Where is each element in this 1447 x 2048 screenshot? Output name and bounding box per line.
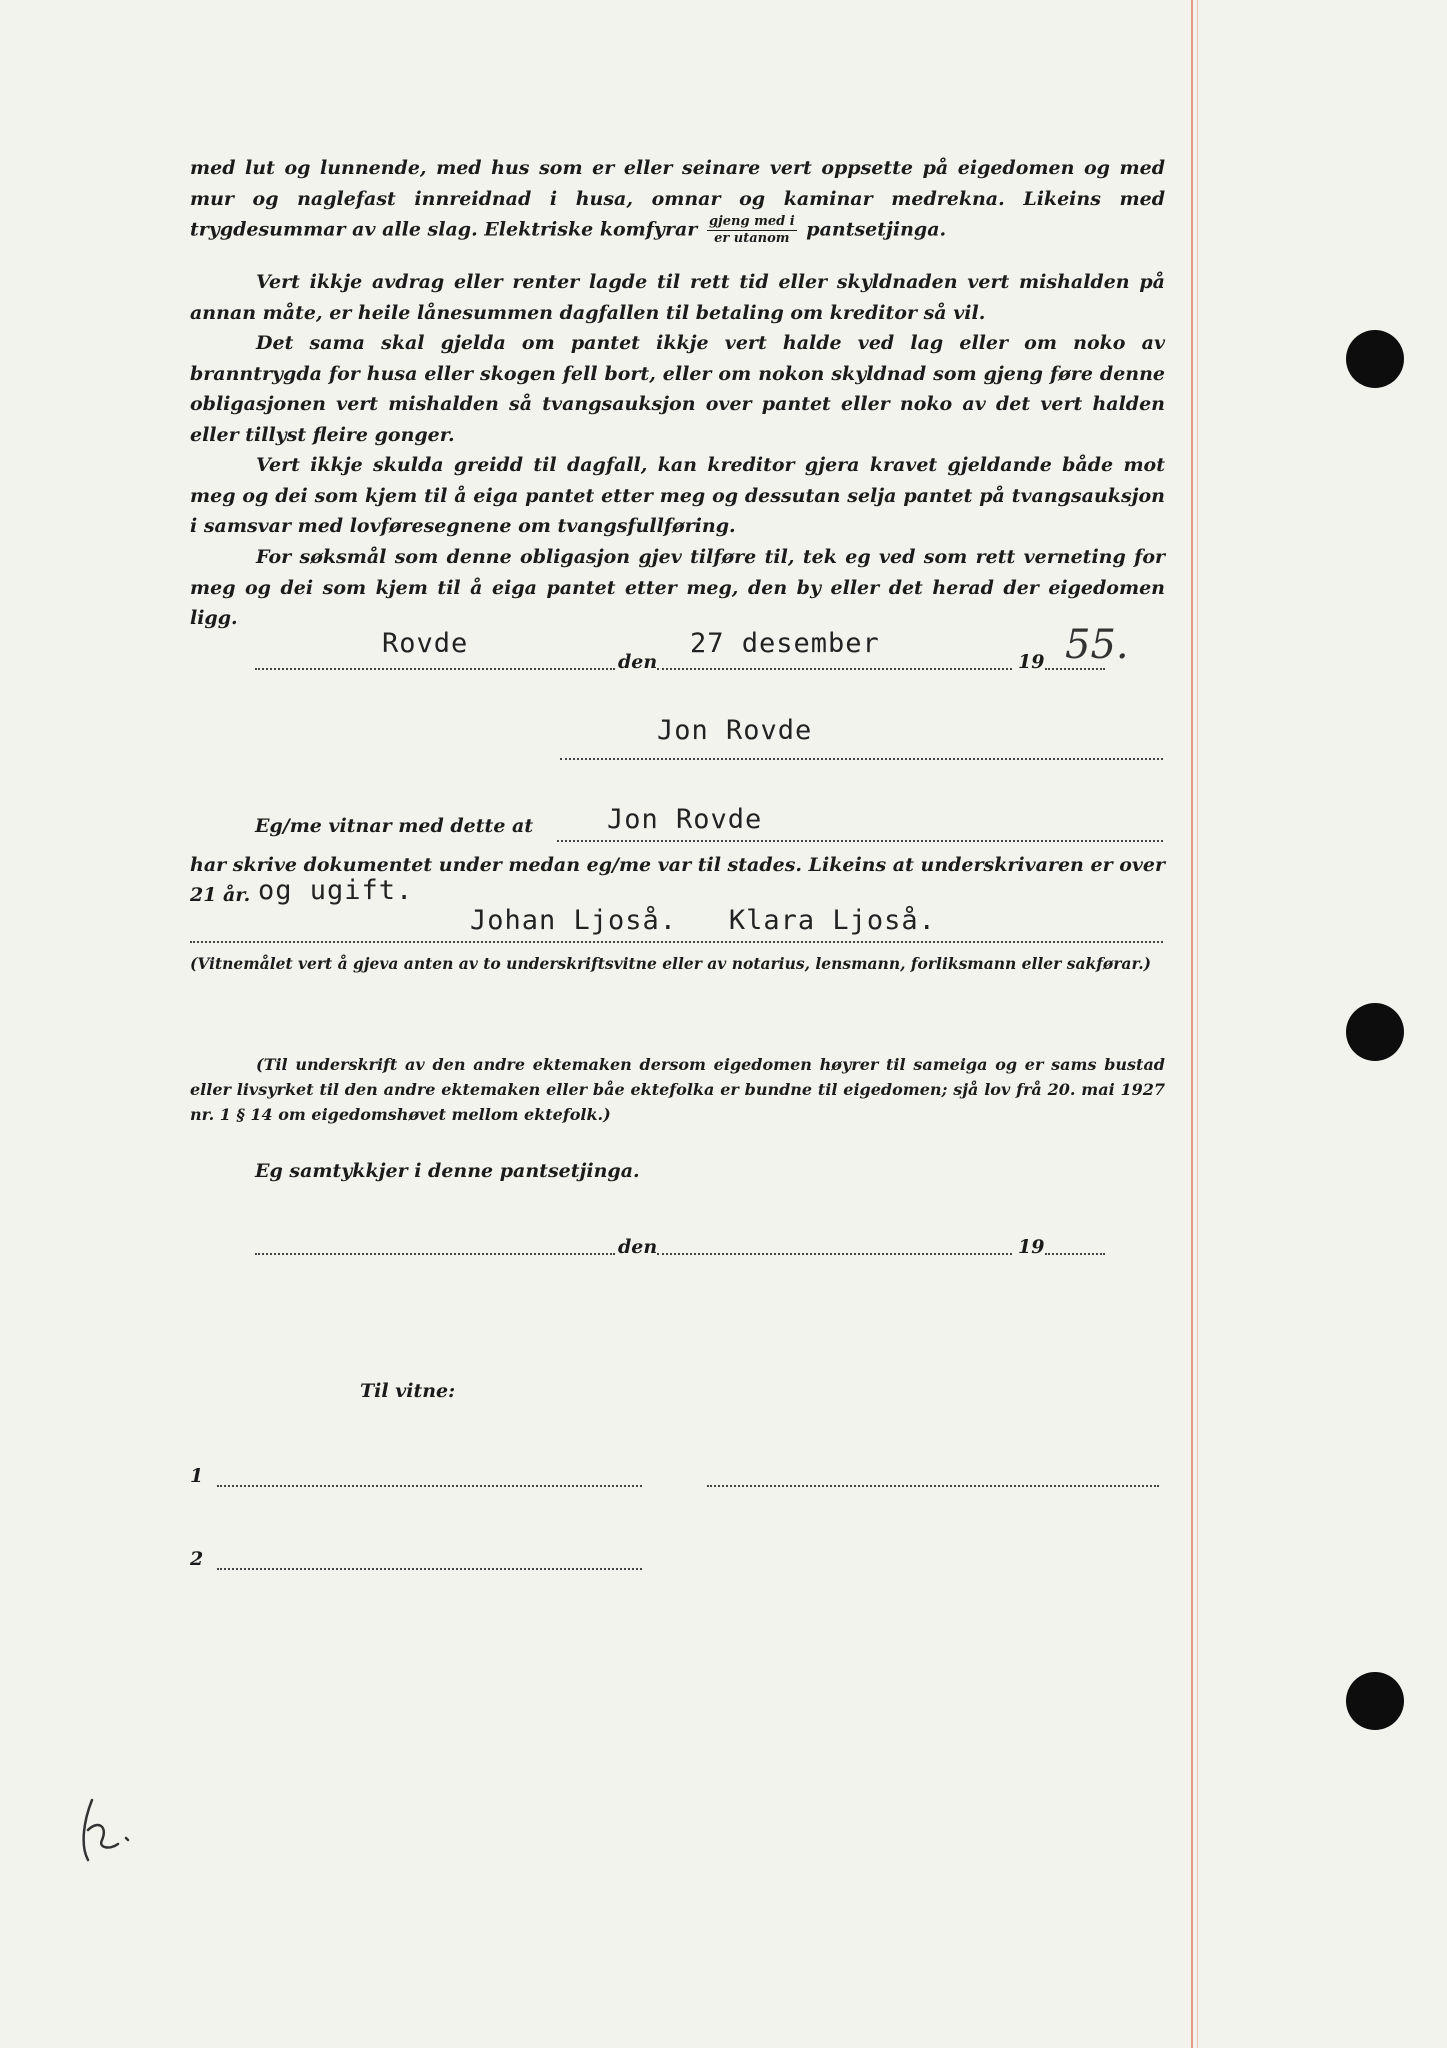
second-date-den-label: den — [618, 1236, 658, 1258]
witness-typed-addition: og ugift. — [258, 875, 414, 906]
second-date-place-line — [255, 1253, 615, 1255]
date-place-line — [255, 668, 615, 670]
consent-text: Eg samtykkjer i denne pantsetjinga. — [255, 1160, 640, 1182]
witness-signer: Jon Rovde — [607, 804, 763, 835]
paragraph-property-text: med lut og lunnende, med hus som er eller seinare vert oppsette på eigedomen og med mur og naglefast innreidnad i husa, omnar og kaminar medrekna. Likeins med trygdesummar av alle slag. Elektriske komfyrar — [190, 157, 1165, 241]
date-den-label: den — [618, 651, 658, 673]
date-day-month: 27 desember — [690, 628, 880, 659]
second-date-century: 19 — [1018, 1236, 1045, 1258]
witness-intro: Eg/me vitnar med dette at — [255, 815, 534, 837]
paragraph-default: Vert ikkje avdrag eller renter lagde til rett tid eller skyldnaden vert mishalden på annan måte, er heile lånesummen dagfallen til betaling om kreditor så vil. — [190, 271, 1165, 324]
date-century: 19 — [1018, 651, 1045, 673]
handwritten-initial-mark — [70, 1790, 160, 1870]
witness-note: (Vitnemålet vert å gjeva anten av to underskriftsvitne eller av notarius, lensmann, forliksmann eller sakførar.) — [190, 954, 1151, 973]
fraction-top: gjeng med i — [708, 214, 795, 229]
witness-text-line2: 21 år. — [190, 884, 251, 906]
date-year-handwritten: 55. — [1065, 622, 1129, 668]
date-year-line — [1045, 668, 1105, 670]
date-day-line — [657, 668, 1012, 670]
paragraph-venue: For søksmål som denne obligasjon gjev tilføre til, tek eg ved som rett verneting for meg og dei som kjem til å eiga pantet etter meg, den by eller det herad der eigedomen ligg. — [190, 546, 1165, 629]
fraction-bottom: er utanom — [714, 231, 790, 246]
punch-hole-middle — [1346, 1003, 1404, 1061]
witness-names-line — [190, 941, 1163, 943]
second-date-year-line — [1045, 1253, 1105, 1255]
margin-line-secondary — [1197, 0, 1198, 2048]
paragraph-enforcement: Vert ikkje skulda greidd til dagfall, kan kreditor gjera kravet gjeldande både mot meg og dei som kjem til å eiga pantet etter meg og dessutan selja pantet på tvangsauksjon i samsvar med lovføresegnene om tvangsfullføring. — [190, 454, 1165, 537]
witness-1-line-left — [217, 1485, 642, 1487]
signature-line — [560, 758, 1163, 760]
punch-hole-top — [1346, 330, 1404, 388]
date-place: Rovde — [382, 628, 469, 659]
witness-names: Johan Ljoså. Klara Ljoså. — [470, 905, 936, 936]
til-vitne-label: Til vitne: — [360, 1380, 456, 1402]
fraction-choice — [707, 214, 797, 247]
witness-signer-line — [557, 840, 1163, 842]
margin-line — [1191, 0, 1193, 2048]
paragraph-property — [190, 153, 1165, 247]
paragraph-property-end: pantsetjinga. — [806, 218, 947, 241]
witness-number-2: 2 — [190, 1548, 204, 1570]
second-date-day-line — [657, 1253, 1012, 1255]
witness-1-line-right — [707, 1485, 1159, 1487]
paragraph-insurance: Det sama skal gjelda om pantet ikkje vert halde ved lag eller om noko av branntrygda for husa eller skogen fell bort, eller om nokon skyldnad som gjeng føre denne obligasjonen vert mishalden så tvangsauksjon over pantet eller noko av det vert halden eller tillyst fleire gonger. — [190, 332, 1165, 446]
spouse-note: (Til underskrift av den andre ektemaken dersom eigedomen høyrer til sameiga og er sams bustad eller livsyrket til den andre ektemaken eller båe ektefolka er bundne til eigedomen; sjå lov frå 20. mai 1927 nr. 1 § 14 om eigedomshøvet mellom ektefolk.) — [190, 1055, 1165, 1124]
witness-text-line1: har skrive dokumentet under medan eg/me var til stades. Likeins at underskrivaren er over — [190, 854, 1166, 876]
witness-number-1: 1 — [190, 1465, 204, 1487]
signature-name: Jon Rovde — [657, 715, 813, 746]
punch-hole-bottom — [1346, 1672, 1404, 1730]
witness-2-line-left — [217, 1568, 642, 1570]
